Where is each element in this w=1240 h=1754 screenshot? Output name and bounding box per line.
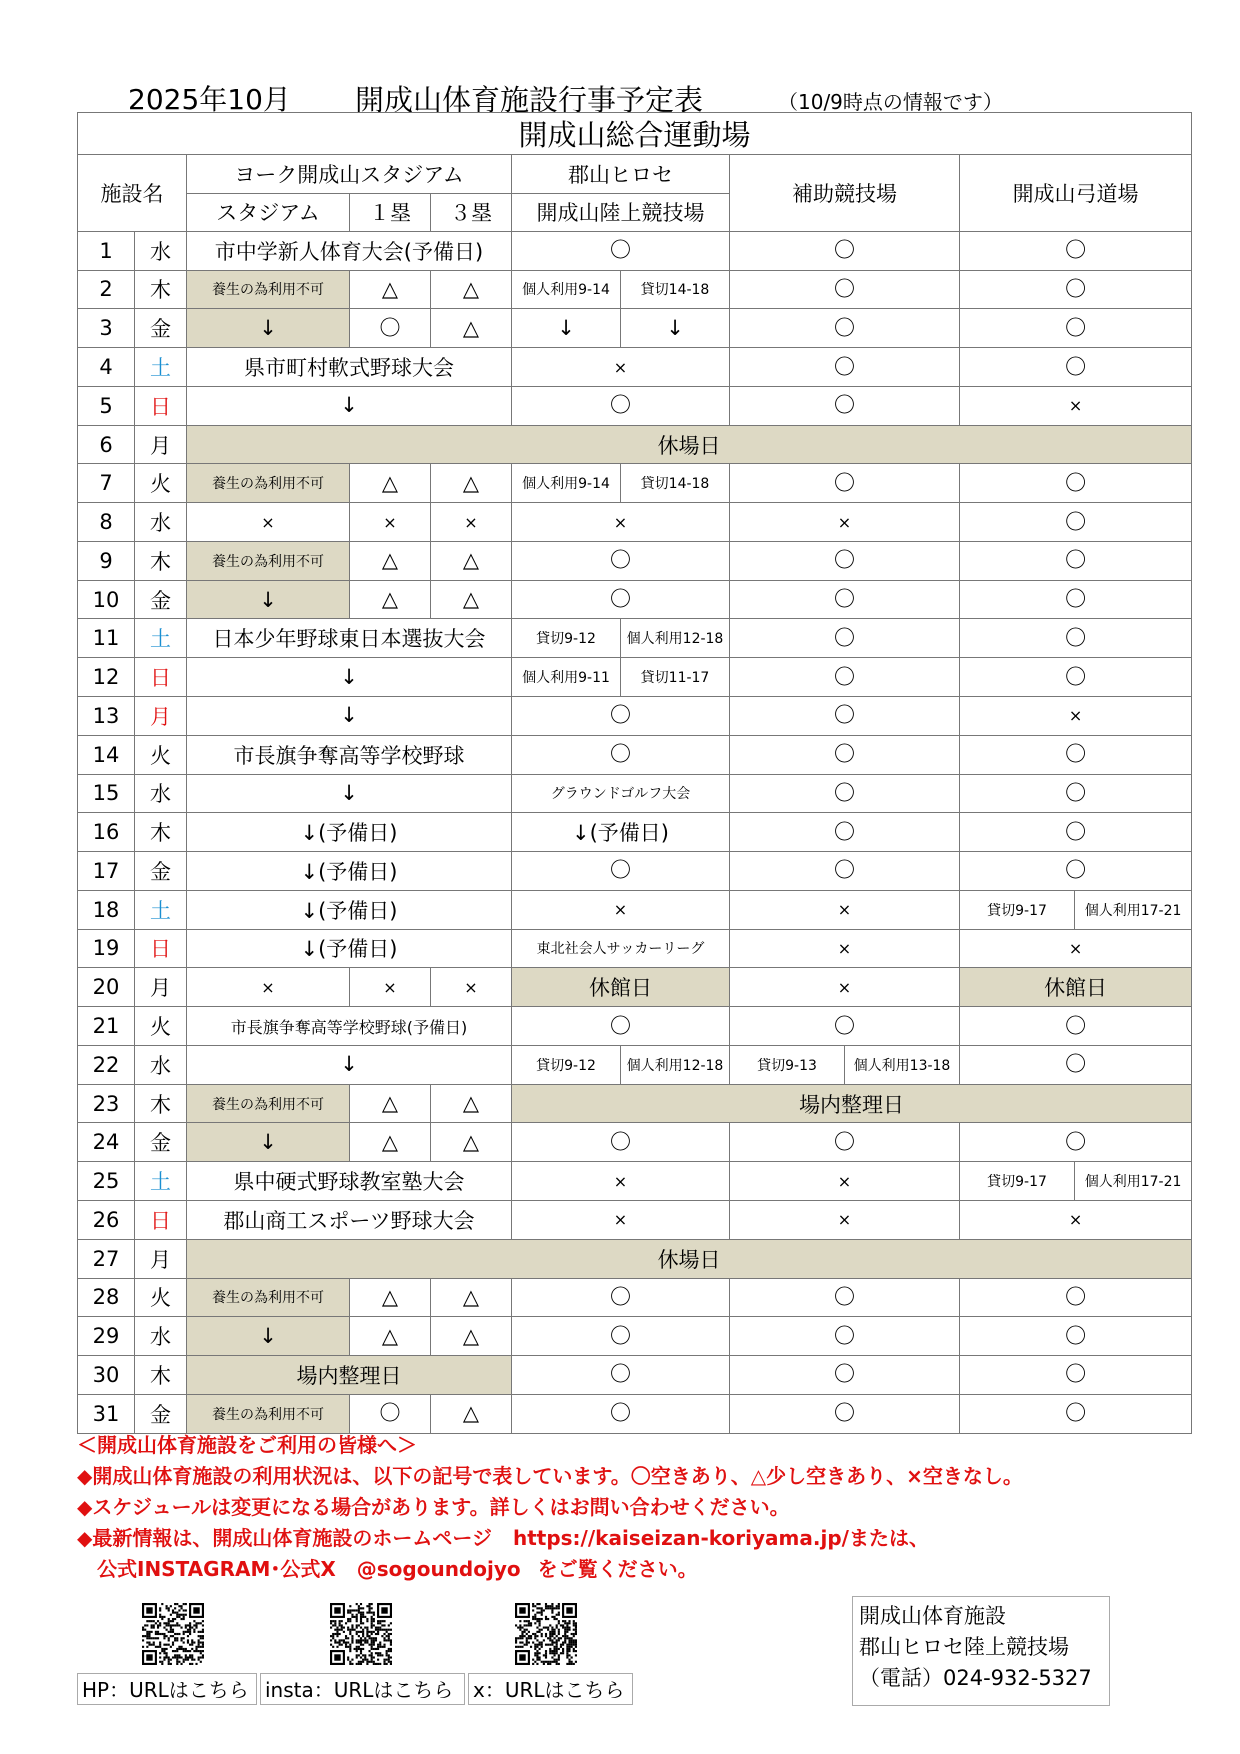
homepage-url-link[interactable]: https://kaiseizan-koriyama.jp/ [512, 1526, 849, 1550]
schedule-cell: 個人利用9-14 [512, 464, 621, 503]
schedule-cell: 養生の為利用不可 [187, 1394, 350, 1433]
schedule-cell: ↓(予備日) [187, 890, 512, 929]
schedule-cell: △ [431, 309, 512, 348]
schedule-cell: 休場日 [187, 425, 1192, 464]
contact-venue: 郡山ヒロセ陸上競技場 [859, 1635, 1069, 1659]
schedule-cell: 〇 [960, 852, 1192, 891]
day-row [78, 1084, 1192, 1123]
schedule-cell: 〇 [512, 1356, 730, 1395]
weekday: 日 [135, 658, 187, 697]
schedule-cell: × [187, 503, 350, 542]
schedule-cell: 〇 [730, 1394, 960, 1433]
schedule-cell: 〇 [960, 541, 1192, 580]
info-date-note: （10/9時点の情報です） [778, 90, 1003, 114]
venue-title: 開成山総合運動場 [78, 113, 1192, 155]
schedule-cell: ↓ [187, 580, 350, 619]
schedule-cell: 貸切9-13 [730, 1045, 845, 1084]
schedule-cell: 県中硬式野球教室塾大会 [187, 1162, 512, 1201]
day-row [78, 1278, 1192, 1317]
day-number: 3 [78, 309, 135, 348]
schedule-cell: 〇 [730, 1007, 960, 1046]
schedule-cell: 休場日 [187, 1239, 1192, 1278]
schedule-cell: × [512, 890, 730, 929]
schedule-cell: ↓ [187, 774, 512, 813]
schedule-cell: 個人利用17-21 [1075, 890, 1192, 929]
contact-box [852, 1596, 1110, 1706]
schedule-table [77, 112, 1192, 1434]
day-number: 9 [78, 541, 135, 580]
weekday: 水 [135, 231, 187, 270]
weekday: 火 [135, 735, 187, 774]
schedule-cell: 貸切11-17 [621, 658, 730, 697]
schedule-cell: × [512, 1162, 730, 1201]
day-row [78, 464, 1192, 503]
schedule-cell: 県市町村軟式野球大会 [187, 348, 512, 387]
x-url-label[interactable]: x：URLはこちら [468, 1673, 633, 1705]
schedule-cell: 〇 [512, 580, 730, 619]
schedule-cell: 〇 [960, 774, 1192, 813]
weekday: 金 [135, 1394, 187, 1433]
schedule-cell: 〇 [960, 735, 1192, 774]
schedule-cell: 個人利用12-18 [621, 1045, 730, 1084]
day-row [78, 1007, 1192, 1046]
schedule-cell: △ [431, 1084, 512, 1123]
schedule-cell: 〇 [730, 386, 960, 425]
schedule-cell: 〇 [512, 735, 730, 774]
day-row [78, 1200, 1192, 1239]
day-number: 15 [78, 774, 135, 813]
schedule-cell: ↓ [187, 309, 350, 348]
day-row [78, 1239, 1192, 1278]
schedule-cell: △ [431, 1278, 512, 1317]
schedule-cell: 個人利用12-18 [621, 619, 730, 658]
schedule-cell: ↓ [187, 658, 512, 697]
schedule-cell: × [730, 503, 960, 542]
schedule-cell: △ [350, 1278, 431, 1317]
day-row [78, 503, 1192, 542]
weekday: 火 [135, 464, 187, 503]
schedule-cell: 東北社会人サッカーリーグ [512, 929, 730, 968]
day-number: 14 [78, 735, 135, 774]
schedule-cell: 個人利用9-11 [512, 658, 621, 697]
schedule-cell: 〇 [730, 619, 960, 658]
schedule-cell: △ [350, 464, 431, 503]
schedule-cell: ↓(予備日) [187, 813, 512, 852]
weekday: 日 [135, 1200, 187, 1239]
day-row [78, 1356, 1192, 1395]
schedule-cell: 場内整理日 [187, 1356, 512, 1395]
day-number: 20 [78, 968, 135, 1007]
schedule-cell: 養生の為利用不可 [187, 1278, 350, 1317]
schedule-cell: △ [350, 580, 431, 619]
day-number: 31 [78, 1394, 135, 1433]
schedule-cell: 養生の為利用不可 [187, 541, 350, 580]
weekday: 木 [135, 813, 187, 852]
schedule-cell: 市長旗争奪高等学校野球(予備日) [187, 1007, 512, 1046]
day-row [78, 774, 1192, 813]
day-number: 10 [78, 580, 135, 619]
weekday: 水 [135, 1045, 187, 1084]
day-row [78, 658, 1192, 697]
subheader-third-base: ３塁 [431, 193, 512, 231]
notes-social-text: 公式INSTAGRAM･公式X [97, 1557, 336, 1581]
weekday: 日 [135, 386, 187, 425]
schedule-cell: △ [431, 580, 512, 619]
notes-symbol-legend: ◆開成山体育施設の利用状況は、以下の記号で表しています。〇空きあり、△少し空きあり、×空きなし。 [77, 1464, 1023, 1488]
social-handle-link[interactable]: @sogoundojyo [356, 1557, 521, 1581]
day-row [78, 813, 1192, 852]
schedule-cell: 郡山商工スポーツ野球大会 [187, 1200, 512, 1239]
schedule-cell: 市長旗争奪高等学校野球 [187, 735, 512, 774]
weekday: 土 [135, 890, 187, 929]
day-row [78, 735, 1192, 774]
schedule-cell: ↓ [187, 1123, 350, 1162]
contact-org: 開成山体育施設 [859, 1604, 1006, 1628]
subheader-first-base: １塁 [350, 193, 431, 231]
subheader-stadium: スタジアム [187, 193, 350, 231]
header-kyudo-hall: 開成山弓道場 [960, 155, 1192, 232]
weekday: 月 [135, 968, 187, 1007]
schedule-cell: 〇 [512, 697, 730, 736]
day-number: 5 [78, 386, 135, 425]
day-number: 30 [78, 1356, 135, 1395]
schedule-cell: × [431, 968, 512, 1007]
day-number: 19 [78, 929, 135, 968]
schedule-cell: 〇 [512, 852, 730, 891]
schedule-cell: 貸切9-12 [512, 1045, 621, 1084]
day-number: 27 [78, 1239, 135, 1278]
notes-heading: ＜開成山体育施設をご利用の皆様へ＞ [77, 1433, 417, 1457]
schedule-cell: ↓(予備日) [187, 852, 512, 891]
schedule-cell: ↓ [187, 1317, 350, 1356]
schedule-cell: 休館日 [960, 968, 1192, 1007]
day-number: 11 [78, 619, 135, 658]
day-number: 4 [78, 348, 135, 387]
schedule-cell: 〇 [512, 231, 730, 270]
schedule-cell: 貸切14-18 [621, 270, 730, 309]
schedule-cell: 〇 [730, 813, 960, 852]
schedule-cell: × [960, 929, 1192, 968]
weekday: 月 [135, 1239, 187, 1278]
weekday: 土 [135, 348, 187, 387]
schedule-cell: 〇 [512, 1278, 730, 1317]
day-row [78, 697, 1192, 736]
schedule-cell: × [512, 1200, 730, 1239]
schedule-cell: 〇 [730, 774, 960, 813]
weekday: 金 [135, 852, 187, 891]
hp-url-label[interactable]: HP：URLはこちら [77, 1673, 257, 1705]
day-row [78, 968, 1192, 1007]
schedule-cell: ↓ [512, 309, 621, 348]
schedule-cell: 養生の為利用不可 [187, 270, 350, 309]
day-number: 12 [78, 658, 135, 697]
schedule-cell: ↓ [187, 1045, 512, 1084]
schedule-cell: 〇 [960, 1356, 1192, 1395]
schedule-cell: 貸切9-12 [512, 619, 621, 658]
schedule-cell: 個人利用9-14 [512, 270, 621, 309]
schedule-cell: × [187, 968, 350, 1007]
schedule-cell: 〇 [960, 1317, 1192, 1356]
page-title: 開成山体育施設行事予定表 [355, 83, 704, 117]
day-row [78, 852, 1192, 891]
qr-code-hp[interactable] [142, 1603, 204, 1665]
schedule-cell: 〇 [730, 1278, 960, 1317]
day-row [78, 425, 1192, 464]
day-number: 24 [78, 1123, 135, 1162]
schedule-cell: 〇 [512, 1123, 730, 1162]
schedule-cell: △ [431, 464, 512, 503]
schedule-cell: × [730, 890, 960, 929]
day-number: 1 [78, 231, 135, 270]
schedule-cell: 〇 [730, 735, 960, 774]
schedule-cell: 〇 [960, 1007, 1192, 1046]
schedule-cell: 養生の為利用不可 [187, 1084, 350, 1123]
day-number: 6 [78, 425, 135, 464]
schedule-cell: 〇 [350, 309, 431, 348]
day-number: 8 [78, 503, 135, 542]
day-number: 28 [78, 1278, 135, 1317]
day-row [78, 929, 1192, 968]
weekday: 金 [135, 1123, 187, 1162]
schedule-cell: × [960, 1200, 1192, 1239]
schedule-cell: △ [431, 1317, 512, 1356]
notes-social-suffix: をご覧ください。 [537, 1557, 698, 1581]
facility-label: 施設名 [78, 155, 187, 232]
day-number: 23 [78, 1084, 135, 1123]
schedule-cell: △ [350, 1084, 431, 1123]
qr-code-x[interactable] [515, 1603, 577, 1665]
weekday: 木 [135, 1356, 187, 1395]
schedule-cell: 〇 [512, 386, 730, 425]
schedule-cell: 〇 [512, 1317, 730, 1356]
schedule-cell: 貸切9-17 [960, 1162, 1075, 1201]
schedule-cell: 〇 [730, 580, 960, 619]
weekday: 水 [135, 503, 187, 542]
schedule-cell: 〇 [512, 1007, 730, 1046]
weekday: 金 [135, 580, 187, 619]
schedule-cell: 〇 [960, 580, 1192, 619]
schedule-cell: △ [350, 1123, 431, 1162]
weekday: 土 [135, 1162, 187, 1201]
schedule-cell: × [730, 1162, 960, 1201]
header-hojo-field: 補助競技場 [730, 155, 960, 232]
day-row [78, 386, 1192, 425]
weekday: 火 [135, 1007, 187, 1046]
qr-code-insta[interactable] [330, 1603, 392, 1665]
schedule-cell: 〇 [960, 503, 1192, 542]
weekday: 金 [135, 309, 187, 348]
weekday: 木 [135, 1084, 187, 1123]
day-row [78, 1394, 1192, 1433]
schedule-cell: △ [431, 270, 512, 309]
schedule-cell: × [512, 348, 730, 387]
day-row [78, 1123, 1192, 1162]
day-number: 13 [78, 697, 135, 736]
schedule-cell: × [730, 929, 960, 968]
day-row [78, 541, 1192, 580]
day-number: 18 [78, 890, 135, 929]
schedule-cell: ↓(予備日) [187, 929, 512, 968]
schedule-cell: 〇 [960, 813, 1192, 852]
schedule-cell: 〇 [350, 1394, 431, 1433]
schedule-cell: 〇 [960, 658, 1192, 697]
schedule-cell: × [512, 503, 730, 542]
schedule-cell: △ [431, 541, 512, 580]
day-row [78, 231, 1192, 270]
day-row [78, 270, 1192, 309]
insta-url-label[interactable]: insta：URLはこちら [260, 1673, 465, 1705]
weekday: 水 [135, 774, 187, 813]
day-row [78, 309, 1192, 348]
schedule-cell: △ [431, 1394, 512, 1433]
schedule-cell: 〇 [960, 1123, 1192, 1162]
schedule-cell: △ [350, 1317, 431, 1356]
schedule-cell: × [960, 697, 1192, 736]
schedule-cell: 個人利用17-21 [1075, 1162, 1192, 1201]
schedule-cell: 〇 [730, 464, 960, 503]
schedule-cell: 〇 [960, 1045, 1192, 1084]
schedule-cell: 〇 [960, 231, 1192, 270]
day-number: 29 [78, 1317, 135, 1356]
weekday: 水 [135, 1317, 187, 1356]
weekday: 火 [135, 1278, 187, 1317]
schedule-cell: 〇 [960, 348, 1192, 387]
schedule-cell: × [350, 968, 431, 1007]
weekday: 月 [135, 425, 187, 464]
header-york-stadium: ヨーク開成山スタジアム [187, 155, 512, 193]
day-row [78, 1045, 1192, 1084]
notes-social-line [77, 1554, 1227, 1585]
day-row [78, 1317, 1192, 1356]
notes-homepage-text: ◆最新情報は、開成山体育施設のホームページ [77, 1526, 492, 1550]
schedule-cell: 場内整理日 [512, 1084, 1192, 1123]
schedule-cell: 〇 [960, 464, 1192, 503]
schedule-cell: 〇 [730, 541, 960, 580]
schedule-cell: 〇 [730, 231, 960, 270]
schedule-cell: グラウンドゴルフ大会 [512, 774, 730, 813]
schedule-cell: 休館日 [512, 968, 730, 1007]
header-hirose: 郡山ヒロセ [512, 155, 730, 193]
weekday: 土 [135, 619, 187, 658]
schedule-cell: 〇 [960, 1278, 1192, 1317]
schedule-cell: ↓ [621, 309, 730, 348]
day-row [78, 580, 1192, 619]
schedule-cell: △ [431, 1123, 512, 1162]
weekday: 木 [135, 541, 187, 580]
day-number: 17 [78, 852, 135, 891]
schedule-cell: 〇 [730, 658, 960, 697]
schedule-cell: 〇 [730, 1123, 960, 1162]
schedule-cell: × [431, 503, 512, 542]
notes-schedule-change: ◆スケジュールは変更になる場合があります。詳しくはお問い合わせください。 [77, 1495, 790, 1519]
day-number: 22 [78, 1045, 135, 1084]
schedule-cell: ↓ [187, 697, 512, 736]
schedule-cell: 〇 [730, 1356, 960, 1395]
schedule-cell: 〇 [730, 309, 960, 348]
notes-homepage-line [77, 1523, 1227, 1554]
month-label: 2025年10月 [128, 83, 291, 116]
schedule-cell: 〇 [730, 1317, 960, 1356]
schedule-cell: 日本少年野球東日本選抜大会 [187, 619, 512, 658]
day-row [78, 890, 1192, 929]
weekday: 月 [135, 697, 187, 736]
schedule-cell: 〇 [960, 309, 1192, 348]
notes-homepage-suffix: または、 [848, 1526, 929, 1550]
schedule-cell: △ [350, 270, 431, 309]
schedule-cell: 貸切9-17 [960, 890, 1075, 929]
page-header [0, 78, 1240, 117]
schedule-cell: 〇 [730, 270, 960, 309]
schedule-cell: △ [350, 541, 431, 580]
subheader-track-field: 開成山陸上競技場 [512, 193, 730, 231]
schedule-cell: 〇 [730, 852, 960, 891]
day-number: 26 [78, 1200, 135, 1239]
day-number: 7 [78, 464, 135, 503]
day-row [78, 1162, 1192, 1201]
schedule-cell: 〇 [730, 348, 960, 387]
schedule-cell: 市中学新人体育大会(予備日) [187, 231, 512, 270]
schedule-cell: × [960, 386, 1192, 425]
day-number: 16 [78, 813, 135, 852]
schedule-cell: × [730, 968, 960, 1007]
schedule-cell: 養生の為利用不可 [187, 464, 350, 503]
schedule-cell: 〇 [730, 697, 960, 736]
schedule-cell: 〇 [960, 1394, 1192, 1433]
day-number: 2 [78, 270, 135, 309]
weekday: 木 [135, 270, 187, 309]
contact-phone: （電話）024-932-5327 [859, 1666, 1092, 1690]
schedule-cell: × [350, 503, 431, 542]
notes-section [77, 1430, 1227, 1585]
schedule-cell: 〇 [960, 270, 1192, 309]
day-row [78, 619, 1192, 658]
day-number: 25 [78, 1162, 135, 1201]
schedule-cell: 〇 [512, 1394, 730, 1433]
weekday: 日 [135, 929, 187, 968]
schedule-cell: ↓ [187, 386, 512, 425]
day-row [78, 348, 1192, 387]
schedule-cell: 個人利用13-18 [845, 1045, 960, 1084]
schedule-cell: ↓(予備日) [512, 813, 730, 852]
schedule-cell: 貸切14-18 [621, 464, 730, 503]
schedule-cell: 〇 [960, 619, 1192, 658]
schedule-cell: × [730, 1200, 960, 1239]
day-number: 21 [78, 1007, 135, 1046]
schedule-cell: 〇 [512, 541, 730, 580]
